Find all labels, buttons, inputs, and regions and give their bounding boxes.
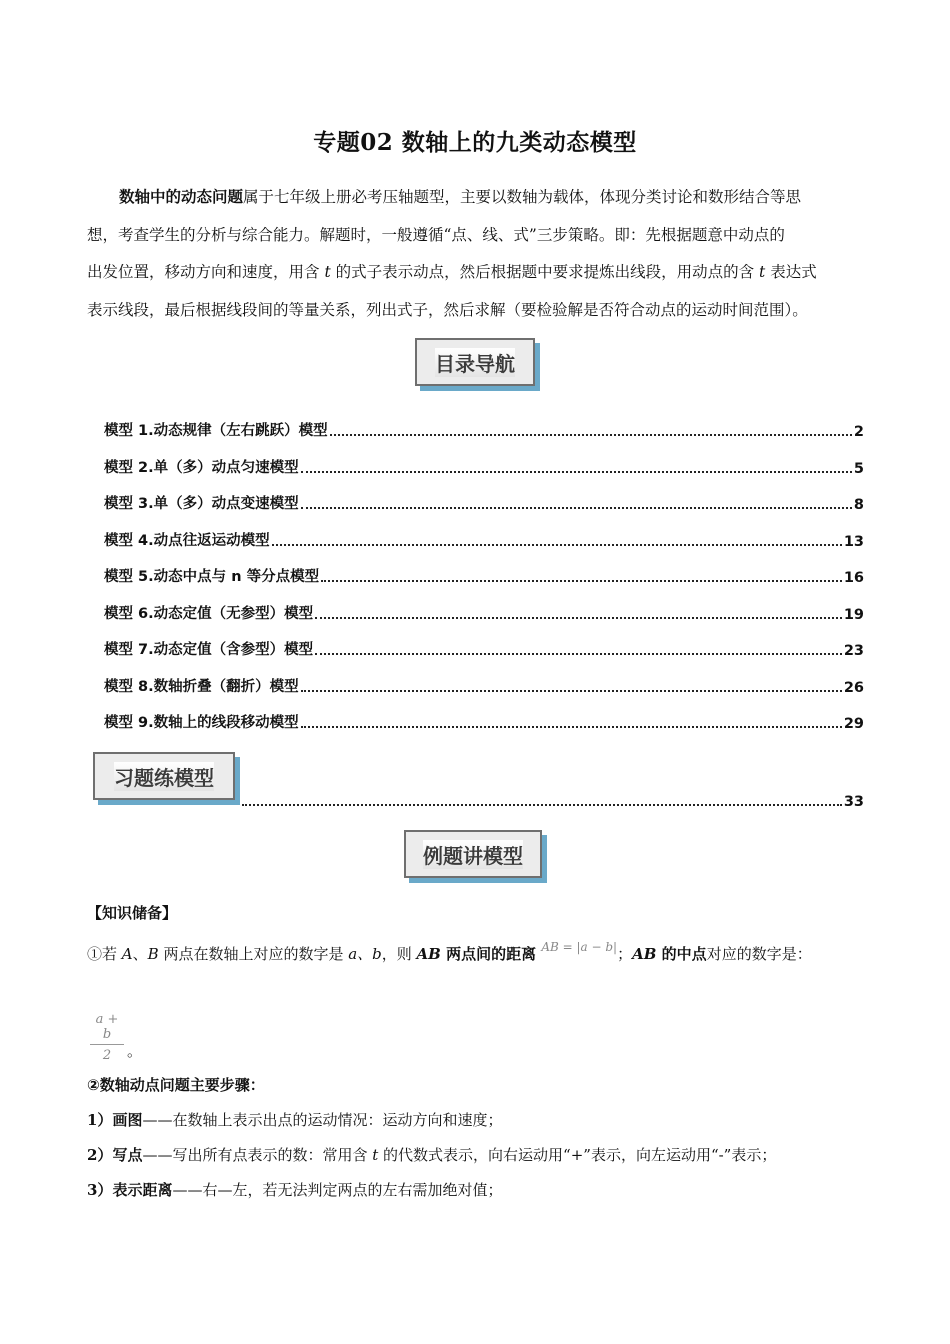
toc-entry-label: 模型 4.动点往返运动模型 [104, 532, 270, 549]
step-2-text-a: ——写出所有点表示的数：常用含 [142, 1146, 373, 1164]
intro-line-3 [87, 254, 865, 292]
intro-line-3b: 的式子表示动点，然后根据题中要求提炼出线段，用动点的含 [330, 263, 760, 281]
toc-entry-label: 模型 7.动态定值（含参型）模型 [104, 642, 314, 658]
toc-entry-3[interactable] [104, 493, 864, 513]
midpoint-label: 的中点 [656, 945, 707, 963]
midpoint-fraction [90, 1012, 124, 1063]
intro-line-2: 想，考查学生的分析与综合能力。解题时，一般遵循“点、线、式”三步策略。即：先根据题意中动点的 [87, 225, 785, 244]
examples-banner-label: 例题讲模型 [423, 840, 523, 869]
knowledge-heading: 【知识储备】 [87, 904, 178, 922]
step-1-title: 画图 [112, 1111, 143, 1129]
examples-banner [404, 830, 542, 878]
step-2-var-t: t [372, 1146, 379, 1164]
point-a-label: A [121, 945, 133, 963]
steps-heading: ②数轴动点问题主要步骤： [87, 1076, 265, 1094]
step-3-text: ——右—左，若无法判定两点的左右需加绝对值； [172, 1181, 503, 1199]
item1-text-c: 两点在数轴上对应的数字是 [158, 945, 349, 963]
item1-distance-label: 两点间的距离 [440, 945, 542, 963]
toc-entry-page: 23 [843, 643, 864, 659]
toc-entry-label: 模型 9.数轴上的线段移动模型 [104, 715, 299, 731]
toc-entry-page: 16 [843, 570, 864, 586]
toc-entry-5[interactable] [104, 566, 864, 586]
toc-entry-page: 5 [853, 460, 864, 477]
toc-leader-dots [301, 470, 852, 473]
intro-var-t2: t [759, 263, 766, 281]
toc-entry-page: 33 [843, 794, 864, 810]
step-2 [87, 1144, 776, 1165]
intro-var-t: t [324, 263, 331, 281]
step-2-number: 2） [87, 1146, 113, 1164]
step-3-number: 3） [87, 1181, 113, 1199]
toc-leader-dots [272, 543, 842, 546]
fraction-numerator: a + b [90, 1012, 124, 1045]
item1-text-h: 对应的数字是： [706, 945, 812, 963]
toc-banner-label: 目录导航 [435, 348, 515, 377]
intro-line-1 [87, 178, 865, 217]
step-2-title: 写点 [112, 1146, 143, 1164]
fraction-denominator: 2 [102, 1048, 112, 1063]
toc-entry-page: 13 [843, 533, 864, 550]
segment-ab-label: AB [416, 945, 441, 963]
toc-leader-dots [301, 506, 852, 509]
toc-entry-1[interactable] [104, 420, 864, 440]
toc-entry-9[interactable] [104, 712, 864, 732]
page-title: 专题02 数轴上的九类动态模型 [313, 129, 637, 156]
item1-text-a: ①若 [87, 945, 122, 963]
toc-leader-dots [301, 689, 842, 692]
knowledge-item-1 [87, 940, 812, 964]
step-1-text: ——在数轴上表示出点的运动情况：运动方向和速度； [142, 1111, 503, 1129]
toc-entry-label: 模型 6.动态定值（无参型）模型 [104, 605, 314, 622]
step-1 [87, 1109, 502, 1130]
step-3 [87, 1179, 502, 1200]
toc-entry-label: 模型 3.单（多）动点变速模型 [104, 496, 299, 512]
midpoint-end-punct: 。 [127, 1042, 143, 1060]
toc-entry-page: 19 [843, 606, 864, 623]
intro-line-3c: 表达式 [765, 263, 817, 281]
intro-lead: 数轴中的动态问题 [119, 187, 244, 206]
toc-entry-page: 29 [843, 716, 864, 732]
toc-leader-dots [242, 803, 842, 806]
item1-text-f: ； [617, 945, 633, 963]
toc-leader-dots [330, 433, 852, 436]
toc-entry-2[interactable] [104, 457, 864, 477]
toc-leader-dots [301, 725, 842, 728]
intro-line-3a: 出发位置，移动方向和速度，用含 [87, 263, 325, 281]
toc-entry-label: 模型 5.动态中点与 n 等分点模型 [104, 569, 320, 585]
toc-entry-exercises[interactable] [240, 790, 864, 810]
toc-entry-page: 8 [853, 497, 864, 513]
item1-text-d: ，则 [381, 945, 417, 963]
toc-leader-dots [321, 579, 842, 582]
item1-vars: a、b [348, 945, 382, 963]
segment-ab-label-2: AB [632, 945, 657, 963]
toc-entry-8[interactable] [104, 676, 864, 696]
toc-entry-7[interactable] [104, 639, 864, 659]
intro-paragraph [87, 178, 865, 329]
intro-line-4: 表示线段，最后根据线段间的等量关系，列出式子，然后求解（要检验解是否符合动点的运动时间范围）。 [87, 300, 808, 319]
toc-banner [415, 338, 535, 386]
toc-entry-label: 模型 1.动态规律（左右跳跃）模型 [104, 423, 328, 439]
step-1-number: 1） [87, 1111, 113, 1129]
toc-entry-4[interactable] [104, 530, 864, 550]
exercises-banner[interactable] [93, 752, 235, 800]
point-b-label: B [147, 945, 159, 963]
toc-leader-dots [315, 616, 842, 619]
exercises-banner-label: 习题练模型 [114, 762, 214, 791]
item1-text-b: 、 [132, 945, 148, 963]
toc-entry-label: 模型 8.数轴折叠（翻折）模型 [104, 678, 299, 695]
toc-leader-dots [315, 652, 842, 655]
toc-entry-6[interactable] [104, 603, 864, 623]
toc-entry-page: 26 [843, 679, 864, 696]
toc-entry-page: 2 [853, 424, 864, 440]
toc-entry-label: 模型 2.单（多）动点匀速模型 [104, 459, 299, 476]
step-3-title: 表示距离 [112, 1181, 173, 1199]
distance-formula: AB = |a − b| [541, 940, 618, 954]
intro-line-1-text: 属于七年级上册必考压轴题型，主要以数轴为载体，体现分类讨论和数形结合等思 [243, 188, 802, 206]
step-2-text-b: 的代数式表示，向右运动用“+”表示，向左运动用“-”表示； [378, 1146, 777, 1164]
